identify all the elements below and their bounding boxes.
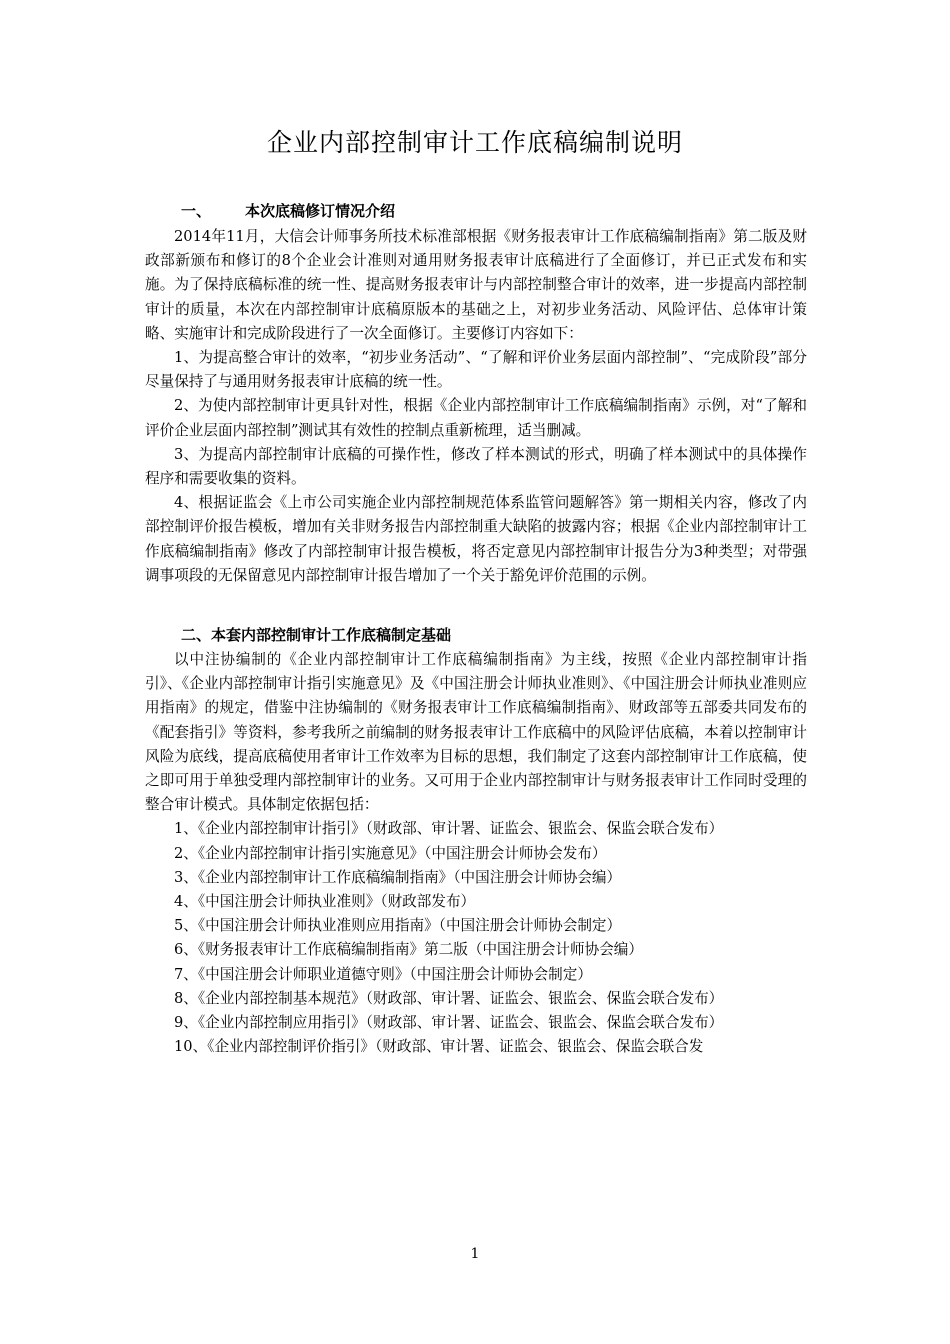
list-item: 8、《企业内部控制基本规范》（财政部、审计署、证监会、银监会、保监会联合发布） — [174, 989, 724, 1007]
list-item: 10、《企业内部控制评价指引》（财政部、审计署、证监会、银监会、保监会联合发 — [174, 1038, 704, 1056]
list-item: 4、《中国注册会计师执业准则》（财政部发布） — [174, 893, 476, 911]
paragraph: 以中注协编制的《企业内部控制审计工作底稿编制指南》为主线，按照《企业内部控制审计指引》、《企业内部控制审计指引实施意见》及《中国注册会计师执业准则》、《中国注册会计师执业准则应用指南》的规定，借鉴中注协编制的《财务报表审计工作底稿编制指南》、财政部等五部委共同发布的《配套指引》等资料，参考我所之前编制的财务报表审计工作底稿中的风险评估底稿，本着以控制审计风险为底线，提高底稿使用者审计工作效率为目标的思想，我们制定了这套内部控制审计工作底稿，使之即可用于单独受理内部控制审计的业务。又可用于企业内部控制审计与财务报表审计工作同时受理的整合审计模式。具体制定依据包括： — [145, 651, 807, 814]
paragraph: 3、为提高内部控制审计底稿的可操作性，修改了样本测试的形式，明确了样本测试中的具体操作程序和需要收集的资料。 — [145, 445, 807, 488]
page-number: 1 — [470, 1246, 480, 1262]
list-item: 1、《企业内部控制审计指引》（财政部、审计署、证监会、银监会、保监会联合发布） — [174, 820, 724, 838]
list-item: 5、《中国注册会计师执业准则应用指南》（中国注册会计师协会制定） — [174, 917, 622, 935]
paragraph: 2、为使内部控制审计更具针对性，根据《企业内部控制审计工作底稿编制指南》示例，对“了解和评价企业层面内部控制”测试其有效性的控制点重新梳理，适当删减。 — [145, 397, 807, 439]
paragraph: 4、根据证监会《上市公司实施企业内部控制规范体系监管问题解答》第一期相关内容，修改了内部控制评价报告模板，增加有关非财务报告内部控制重大缺陷的披露内容；根据《企业内部控制审计工作底稿编制指南》修改了内部控制审计报告模板，将否定意见内部控制审计报告分为3种类型；对带强调事项段的无保留意见内部控制审计报告增加了一个关于豁免评价范围的示例。 — [145, 494, 807, 584]
list-item: 9、《企业内部控制应用指引》（财政部、审计署、证监会、银监会、保监会联合发布） — [174, 1014, 724, 1032]
paragraph: 1、为提高整合审计的效率，“初步业务活动”、“了解和评价业务层面内部控制”、“完成阶段”部分尽量保持了与通用财务报表审计底稿的统一性。 — [145, 349, 807, 391]
list-item: 3、《企业内部控制审计工作底稿编制指南》（中国注册会计师协会编） — [174, 868, 622, 886]
list-item: 6、《财务报表审计工作底稿编制指南》第二版（中国注册会计师协会编） — [174, 941, 643, 959]
list-item: 2、《企业内部控制审计指引实施意见》（中国注册会计师协会发布） — [174, 844, 607, 862]
paragraph: 2014年11月，大信会计师事务所技术标准部根据《财务报表审计工作底稿编制指南》第二版及财政部新颁布和修订的8个企业会计准则对通用财务报表审计底稿进行了全面修订，并已正式发布和实施。为了保持底稿标准的统一性、提高财务报表审计与内部控制整合审计的效率，进一步提高内部控制审计的质量，本次在内部控制审计底稿原版本的基础之上，对初步业务活动、风险评估、总体审计策略、实施审计和完成阶段进行了一次全面修订。主要修订内容如下： — [145, 228, 807, 342]
list-item: 7、《中国注册会计师职业道德守则》（中国注册会计师协会制定） — [174, 965, 592, 983]
section-1-heading — [145, 198, 807, 225]
document-title: 企业内部控制审计工作底稿编制说明 — [266, 128, 683, 157]
section-1-title: 本次底稿修订情况介绍 — [245, 202, 396, 220]
document-body — [145, 198, 807, 1060]
section-1-number: 一、 — [181, 202, 212, 220]
section-2-heading: 二、本套内部控制审计工作底稿制定基础 — [181, 626, 452, 645]
